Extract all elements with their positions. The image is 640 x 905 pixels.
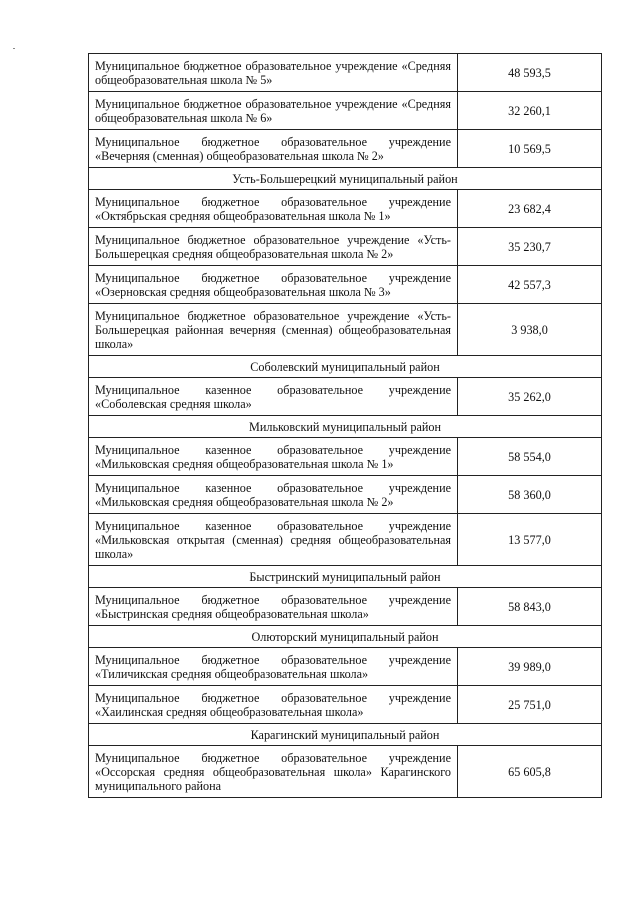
table-row <box>89 130 602 168</box>
table-row <box>89 514 602 566</box>
amount-value: 58 554,0 <box>458 438 602 476</box>
institution-name: Муниципальное бюджетное образовательное учреждение «Хаилинская средняя общеобразовательная школа» <box>89 686 458 724</box>
table-row <box>89 266 602 304</box>
amount-value: 23 682,4 <box>458 190 602 228</box>
table-row <box>89 378 602 416</box>
institution-name: Муниципальное бюджетное образовательное учреждение «Октябрьская средняя общеобразовательная школа № 1» <box>89 190 458 228</box>
table-row <box>89 686 602 724</box>
district-name: Быстринский муниципальный район <box>89 566 602 588</box>
budget-table <box>88 53 602 798</box>
institution-name: Муниципальное казенное образовательное учреждение «Соболевская средняя школа» <box>89 378 458 416</box>
amount-value: 42 557,3 <box>458 266 602 304</box>
amount-value: 13 577,0 <box>458 514 602 566</box>
table-row <box>89 92 602 130</box>
scan-mark <box>13 48 15 49</box>
institution-name: Муниципальное казенное образовательное учреждение «Мильковская открытая (сменная) средняя общеобразовательная школа» <box>89 514 458 566</box>
amount-value: 35 230,7 <box>458 228 602 266</box>
amount-value: 25 751,0 <box>458 686 602 724</box>
district-name: Карагинский муниципальный район <box>89 724 602 746</box>
amount-value: 39 989,0 <box>458 648 602 686</box>
district-name: Усть-Большерецкий муниципальный район <box>89 168 602 190</box>
institution-name: Муниципальное бюджетное образовательное учреждение «Усть-Большерецкая средняя общеобразовательная школа № 2» <box>89 228 458 266</box>
amount-value: 10 569,5 <box>458 130 602 168</box>
amount-value: 58 843,0 <box>458 588 602 626</box>
table-row <box>89 438 602 476</box>
district-header-row <box>89 724 602 746</box>
amount-value: 65 605,8 <box>458 746 602 798</box>
institution-name: Муниципальное бюджетное образовательное учреждение «Тиличикская средняя общеобразовательная школа» <box>89 648 458 686</box>
institution-name: Муниципальное бюджетное образовательное учреждение «Быстринская средняя общеобразовательная школа» <box>89 588 458 626</box>
table-row <box>89 588 602 626</box>
table-row <box>89 304 602 356</box>
institution-name: Муниципальное бюджетное образовательное учреждение «Средняя общеобразовательная школа № 6» <box>89 92 458 130</box>
table-row <box>89 746 602 798</box>
institution-name: Муниципальное казенное образовательное учреждение «Мильковская средняя общеобразовательная школа № 1» <box>89 438 458 476</box>
table-body <box>89 54 602 798</box>
institution-name: Муниципальное бюджетное образовательное учреждение «Вечерняя (сменная) общеобразовательная школа № 2» <box>89 130 458 168</box>
institution-name: Муниципальное казенное образовательное учреждение «Мильковская средняя общеобразовательная школа № 2» <box>89 476 458 514</box>
amount-value: 32 260,1 <box>458 92 602 130</box>
district-header-row <box>89 356 602 378</box>
district-name: Мильковский муниципальный район <box>89 416 602 438</box>
institution-name: Муниципальное бюджетное образовательное учреждение «Усть-Большерецкая районная вечерняя (сменная) общеобразовательная школа» <box>89 304 458 356</box>
amount-value: 58 360,0 <box>458 476 602 514</box>
table-row <box>89 648 602 686</box>
table-row <box>89 190 602 228</box>
district-header-row <box>89 168 602 190</box>
district-name: Соболевский муниципальный район <box>89 356 602 378</box>
amount-value: 3 938,0 <box>458 304 602 356</box>
district-header-row <box>89 416 602 438</box>
district-header-row <box>89 566 602 588</box>
district-name: Олюторский муниципальный район <box>89 626 602 648</box>
institution-name: Муниципальное бюджетное образовательное учреждение «Средняя общеобразовательная школа № 5» <box>89 54 458 92</box>
table-row <box>89 54 602 92</box>
table-row <box>89 476 602 514</box>
institution-name: Муниципальное бюджетное образовательное учреждение «Оссорская средняя общеобразовательная школа» Карагинского муниципального района <box>89 746 458 798</box>
amount-value: 35 262,0 <box>458 378 602 416</box>
table-row <box>89 228 602 266</box>
institution-name: Муниципальное бюджетное образовательное учреждение «Озерновская средняя общеобразовательная школа № 3» <box>89 266 458 304</box>
district-header-row <box>89 626 602 648</box>
amount-value: 48 593,5 <box>458 54 602 92</box>
